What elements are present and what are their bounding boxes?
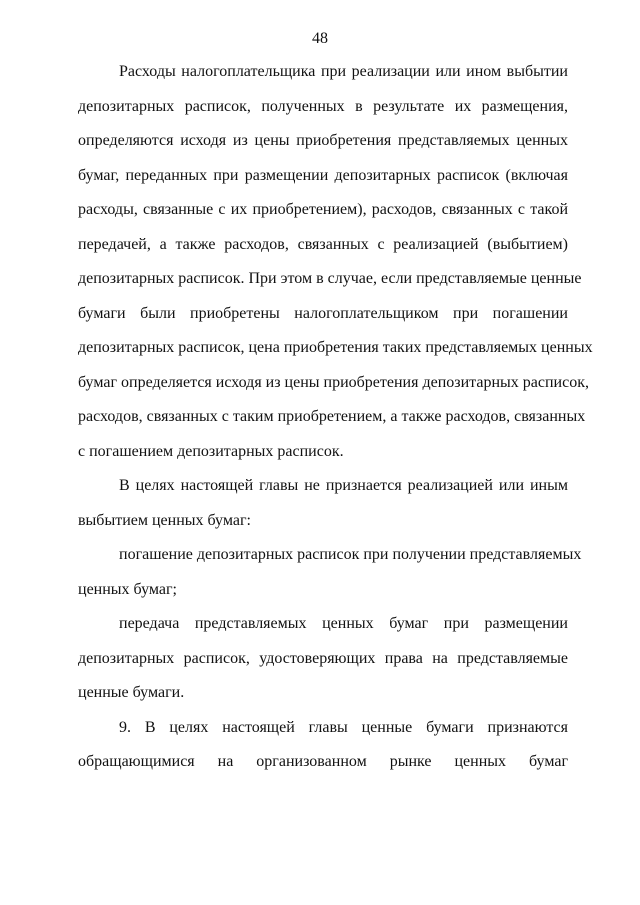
text-line: Расходы налогоплательщика при реализации или ином выбытии xyxy=(119,63,568,80)
text-line: бумаги были приобретены налогоплательщиком при погашении xyxy=(78,304,568,322)
text-line: передача представляемых ценных бумаг при размещении xyxy=(119,615,568,632)
text-line: депозитарных расписок. При этом в случае, если представляемые ценные xyxy=(78,270,582,287)
text-line: с погашением депозитарных расписок. xyxy=(78,442,344,460)
text-line: расходов, связанных с таким приобретением, а также расходов, связанных xyxy=(78,408,586,425)
text-line: обращающимися на организованном рынке ценных бумаг xyxy=(78,753,568,770)
text-line: погашение депозитарных расписок при получении представляемых xyxy=(119,546,582,563)
page-number: 48 xyxy=(312,30,328,47)
text-line: депозитарных расписок, удостоверяющих права на представляемые xyxy=(78,649,568,667)
text-line: бумаг, переданных при размещении депозитарных расписок (включая xyxy=(78,166,568,184)
text-line: депозитарных расписок, цена приобретения таких представляемых ценных xyxy=(78,339,593,356)
text-line: расходы, связанные с их приобретением), расходов, связанных с такой xyxy=(78,201,568,218)
text-line: передачей, а также расходов, связанных с реализацией (выбытием) xyxy=(78,235,568,253)
text-line: ценные бумаги. xyxy=(78,684,185,701)
body-text xyxy=(78,55,593,780)
text-line: выбытием ценных бумаг: xyxy=(78,511,251,529)
text-line: депозитарных расписок, полученных в результате их размещения, xyxy=(78,97,568,115)
text-line: бумаг определяется исходя из цены приобретения депозитарных расписок, xyxy=(78,373,589,391)
text-line: ценных бумаг; xyxy=(78,580,177,598)
text-line: 9. В целях настоящей главы ценные бумаги признаются xyxy=(119,718,568,736)
text-line: определяются исходя из цены приобретения представляемых ценных xyxy=(78,132,568,149)
text-line: В целях настоящей главы не признается реализацией или иным xyxy=(119,477,568,494)
